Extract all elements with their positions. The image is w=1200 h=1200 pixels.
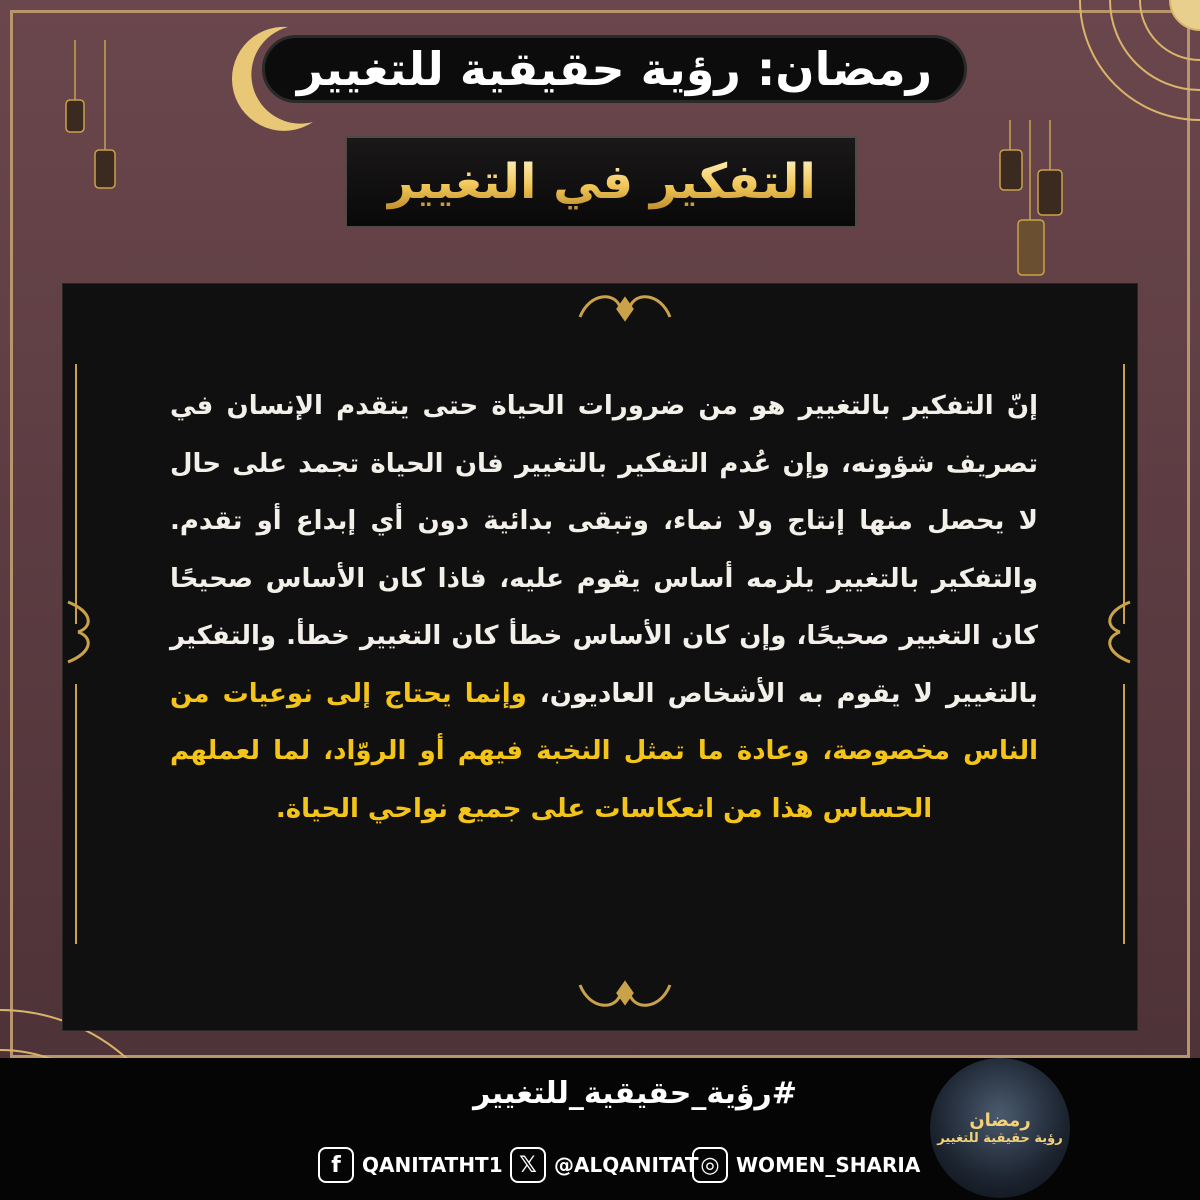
left-lanterns-icon bbox=[60, 40, 130, 210]
right-gold-line-bottom bbox=[1123, 684, 1125, 944]
left-gold-line-bottom bbox=[75, 684, 77, 944]
right-ornament-icon bbox=[1100, 592, 1140, 672]
article-text-white: إنّ التفكير بالتغيير هو من ضرورات الحياة حتى يتقدم الإنسان في تصريف شؤونه، وإن عُدم التفكير بالتغيير فان الحياة تجمد على حال لا يحصل منها إنتاج ولا نماء، وتبقى بدائية دون أي إبداع أو تقدم. والتفكير بالتغيير يلزمه أساس يقوم عليه، فاذا كان الأساس صحيحًا كان التغيير صحيحًا، وإن كان الأساس خطأ كان التغيير خطأ. والتفكير بالتغيير لا يقوم به الأشخاص العاديون، bbox=[170, 391, 1038, 709]
x-link[interactable] bbox=[510, 1145, 699, 1185]
x-icon: 𝕏 bbox=[510, 1147, 546, 1183]
right-gold-line-top bbox=[1123, 364, 1125, 624]
instagram-icon: ◎ bbox=[692, 1147, 728, 1183]
logo-title: رمضان bbox=[969, 1110, 1031, 1131]
instagram-handle: WOMEN_SHARIA bbox=[736, 1153, 921, 1177]
left-gold-line-top bbox=[75, 364, 77, 624]
hashtag: #رؤية_حقيقية_للتغيير bbox=[473, 1076, 797, 1111]
facebook-handle: QANITATHT1 bbox=[362, 1153, 503, 1177]
campaign-logo bbox=[930, 1058, 1070, 1198]
article-text bbox=[170, 378, 1038, 838]
title-bar bbox=[262, 35, 967, 103]
page-subtitle: التفكير في التغيير bbox=[386, 154, 816, 210]
subtitle-box bbox=[345, 136, 857, 228]
right-lanterns-icon bbox=[990, 120, 1100, 300]
top-ornament-icon bbox=[570, 287, 680, 327]
bottom-ornament-icon bbox=[570, 975, 680, 1015]
facebook-link[interactable] bbox=[318, 1145, 503, 1185]
facebook-icon: f bbox=[318, 1147, 354, 1183]
instagram-link[interactable] bbox=[692, 1145, 920, 1185]
logo-subtitle: رؤية حقيقية للتغيير bbox=[937, 1131, 1063, 1146]
left-ornament-icon bbox=[58, 592, 98, 672]
page-title: رمضان: رؤية حقيقية للتغيير bbox=[296, 42, 933, 96]
x-handle: @ALQANITAT bbox=[554, 1153, 699, 1177]
article-text-highlight: وإنما يحتاج إلى نوعيات من الناس مخصوصة، وعادة ما تمثل النخبة فيهم أو الروّاد، لما لعملهم الحساس هذا من انعكاسات على جميع نواحي الحياة. bbox=[170, 678, 1038, 824]
